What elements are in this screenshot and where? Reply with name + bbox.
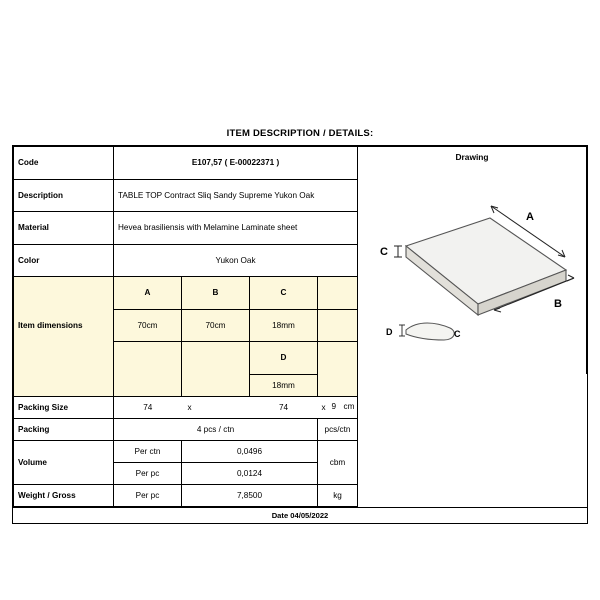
weight-per-pc-label: Per pc xyxy=(114,484,182,506)
dim-d-spacer-4 xyxy=(114,374,182,396)
dim-header-d: D xyxy=(250,342,318,375)
packing-size-width: 74 xyxy=(278,402,289,412)
item-dimensions-label-spacer-2 xyxy=(14,342,114,375)
table-row xyxy=(14,484,587,506)
dim-d-spacer-2 xyxy=(182,342,250,375)
packing-size-sep-2 xyxy=(250,396,318,418)
item-dimensions-label: Item dimensions xyxy=(14,309,114,342)
packing-size-x1: x xyxy=(187,402,192,412)
dim-value-a: 70cm xyxy=(114,309,182,342)
table-row xyxy=(14,374,587,396)
packing-size-x2: x xyxy=(321,402,326,412)
dim-d-spacer-3 xyxy=(318,342,358,375)
dim-d-spacer-5 xyxy=(182,374,250,396)
table-top-drawing xyxy=(358,162,587,372)
volume-per-pc-label: Per pc xyxy=(114,462,182,484)
drawing-cell xyxy=(358,147,587,375)
packing-size-unit: cm xyxy=(343,401,355,411)
dim-header-spacer xyxy=(318,277,358,310)
dim-value-d: 18mm xyxy=(250,374,318,396)
table-row xyxy=(14,440,587,462)
drawing-cell-continuation-4 xyxy=(358,440,587,462)
description-label: Description xyxy=(14,179,114,212)
packing-size-height: 9 xyxy=(331,401,337,411)
material-label: Material xyxy=(14,212,114,245)
drawing-cell-continuation xyxy=(358,374,587,396)
code-value: E107,57 ( E-00022371 ) xyxy=(114,147,358,180)
dim-header-b: B xyxy=(182,277,250,310)
drawing-title: Drawing xyxy=(455,152,489,162)
packing-size-length: 74 xyxy=(114,396,182,418)
packing-label: Packing xyxy=(14,418,114,440)
code-label: Code xyxy=(14,147,114,180)
item-dimensions-label-spacer xyxy=(14,277,114,310)
description-value: TABLE TOP Contract Sliq Sandy Supreme Yukon Oak xyxy=(114,179,358,212)
dim-value-spacer xyxy=(318,309,358,342)
drawing-label-c2: C xyxy=(454,329,461,339)
document-date: Date 04/05/2022 xyxy=(13,507,587,523)
material-value: Hevea brasiliensis with Melamine Laminate sheet xyxy=(114,212,358,245)
color-value: Yukon Oak xyxy=(114,244,358,277)
volume-unit: cbm xyxy=(318,440,358,484)
packing-size-label: Packing Size xyxy=(14,396,114,418)
dim-value-b: 70cm xyxy=(182,309,250,342)
drawing-label-a: A xyxy=(526,211,534,223)
weight-per-pc-value: 7,8500 xyxy=(182,484,318,506)
drawing-label-d: D xyxy=(386,327,393,337)
dim-d-spacer-1 xyxy=(114,342,182,375)
page-title: ITEM DESCRIPTION / DETAILS: xyxy=(226,128,374,139)
volume-per-pc-value: 0,0124 xyxy=(182,462,318,484)
volume-label: Volume xyxy=(14,440,114,484)
dim-header-a: A xyxy=(114,277,182,310)
drawing-cell-continuation-6 xyxy=(358,484,587,506)
packing-unit: pcs/ctn xyxy=(318,418,358,440)
volume-per-ctn-label: Per ctn xyxy=(114,440,182,462)
dim-header-c: C xyxy=(250,277,318,310)
drawing-cell-continuation-5 xyxy=(358,462,587,484)
table-row xyxy=(14,147,587,180)
item-details-table xyxy=(12,145,588,524)
weight-unit: kg xyxy=(318,484,358,506)
packing-size-sep-1 xyxy=(182,396,250,418)
drawing-cell-continuation-2 xyxy=(358,396,587,418)
drawing-cell-continuation-3 xyxy=(358,418,587,440)
packing-size-tail xyxy=(318,396,358,418)
table-row xyxy=(14,418,587,440)
item-dimensions-label-spacer-3 xyxy=(14,374,114,396)
color-label: Color xyxy=(14,244,114,277)
packing-value: 4 pcs / ctn xyxy=(114,418,318,440)
weight-label: Weight / Gross xyxy=(14,484,114,506)
dim-d-spacer-6 xyxy=(318,374,358,396)
drawing-label-b: B xyxy=(554,298,562,310)
volume-per-ctn-value: 0,0496 xyxy=(182,440,318,462)
dim-value-c: 18mm xyxy=(250,309,318,342)
drawing-label-c: C xyxy=(380,246,388,258)
table-row xyxy=(14,396,587,418)
